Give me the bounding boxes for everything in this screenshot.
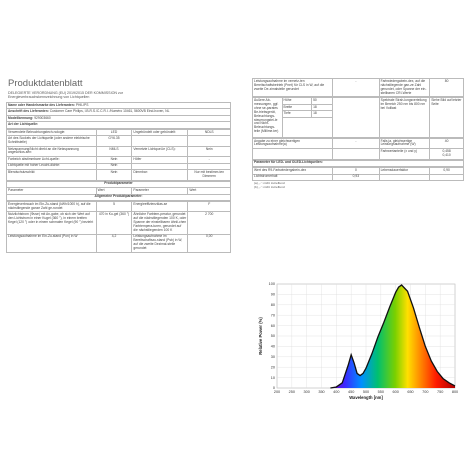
y-tick-label: 0: [272, 386, 275, 391]
light-source-cell: Vernetzte Lichtquel-le (CLS):: [132, 146, 188, 156]
dimensions-table: [252, 97, 464, 138]
y-tick-label: 80: [270, 303, 275, 307]
led-param-cell: [430, 174, 464, 181]
equivalent-cell: [333, 149, 379, 159]
light-source-cell: Dimmbar:: [132, 170, 188, 180]
x-tick-label: 550: [377, 390, 385, 394]
led-param-cell: Lichtstromerhalt: [253, 174, 333, 181]
spectral-chart: [255, 278, 460, 408]
general-parameters-table: [6, 201, 231, 253]
dimensions-filler: [282, 117, 333, 137]
general-param-cell: Leistungsaufnahme im Ein-Zu-stand (Pon) in W: [7, 234, 97, 252]
regulation-subtitle-1: DELEGIERTE VERORDNUNG (EU) 2019/2015 DER KOMMISSION zur: [8, 91, 123, 95]
y-tick-label: 50: [270, 334, 275, 339]
x-tick-label: 700: [422, 390, 429, 394]
standby-cell: Leistungsaufnahme im vernetz-ten Bereitschaftsbetrieb (Pnet) für CLS in W, auf die zweite De-zimalstelle gerundet: [253, 79, 333, 97]
regulation-subtitle-2: Energieverbrauchskennzeichnung von Lichtquellen: [8, 95, 90, 100]
led-parameters-header: Parameter für LED- und OLED-Lichtquellen:: [253, 160, 464, 167]
dim-width-value: 18: [312, 104, 333, 111]
y-tick-label: 30: [270, 355, 275, 359]
general-param-cell: 5: [96, 202, 132, 212]
y-tick-label: 70: [270, 313, 275, 318]
dimensions-spacer: [333, 98, 379, 138]
light-source-cell: Nein: [96, 163, 132, 170]
x-tick-label: 750: [436, 390, 444, 394]
equivalent-power-table: [252, 138, 464, 160]
light-source-cell: -: [188, 157, 231, 164]
general-param-cell: 4,2: [96, 234, 132, 252]
dim-depth-value: 18: [312, 111, 333, 118]
general-param-cell: Ähnliche Farbtem-peratur, gerundet auf die nächstliegenden 100 K, oder Spanne der einstellbaren ähnli-chen Farbtempera-turen, gerundet auf die nächstliegenden 100 K: [132, 212, 188, 234]
light-source-cell: Netzspannung/Nicht direkt an die Netzspannung angeschlos-sen:: [7, 146, 97, 156]
supplier-address-value: Customer Care Philips, I.B.R.S./C.C.R.I. /Numéro 10461, 5600VB Eind-hoven, NL: [49, 109, 170, 114]
footnote-b: (b) „-“: nicht zutreffend: [254, 185, 285, 190]
equivalent-cell: -: [333, 138, 379, 148]
standby-cell: Farbwiedergabein-dex, auf die nächstliegende gan-ze Zahl gerundet, oder Spanne der ein-stellbaren CRI-Werte: [379, 79, 430, 97]
standby-cell: -: [333, 79, 379, 97]
y-tick-label: 10: [270, 375, 275, 380]
col-parameter: Parameter: [7, 188, 97, 195]
equivalent-cell: 40: [430, 138, 464, 148]
general-param-cell: 470 in Ku-gel (360 °): [96, 212, 132, 234]
general-param-row: [7, 202, 231, 212]
light-source-cell: LED: [96, 129, 132, 136]
equivalent-cell: Farbwertanteile (x und y): [379, 149, 430, 159]
light-source-row: [7, 136, 231, 146]
general-param-row: [7, 234, 231, 252]
x-tick-label: 300: [303, 390, 310, 394]
supplier-name-label: Name oder Handelsmarke des Lieferanten:: [8, 102, 75, 107]
general-param-cell: 2 700: [188, 212, 231, 234]
general-param-cell: 0,00: [188, 234, 231, 252]
spectral-label: Spektrale Strah-lungsverteilung im Bereich 250 nm bis 800 nm bei Volllast: [379, 98, 430, 138]
equivalent-cell: [253, 149, 333, 159]
led-param-cell: 0,90: [430, 168, 464, 175]
general-param-cell: Leistungsaufnahme im Bereitschaftszu-stand (Psb) in W, auf die zweite Dezimal-stelle gerundet: [132, 234, 188, 252]
x-tick-label: 500: [362, 390, 370, 394]
led-header-table: [252, 160, 464, 168]
x-tick-label: 400: [333, 390, 340, 394]
light-source-cell: Nein: [188, 146, 231, 156]
general-param-cell: Energieverbrauch im Ein-Zu-stand (kWh/1000 h), auf die nächstliegende ganze Zahl ge-rundet: [7, 202, 97, 212]
led-param-cell: [379, 174, 430, 181]
light-source-cell: Ungebündelt oder gebündelt:: [132, 129, 188, 136]
datasheet-page-left: [6, 78, 231, 400]
light-source-cell: Farbeich abstimmbare Licht-quelle:: [7, 157, 97, 164]
led-param-row: [253, 174, 464, 181]
y-tick-label: 40: [270, 344, 275, 349]
x-tick-label: 200: [273, 390, 281, 394]
y-tick-label: 90: [270, 292, 275, 297]
dim-height-value: 50: [312, 98, 333, 105]
y-tick-label: 100: [268, 282, 275, 287]
product-parameters-header: Produktparameter: [7, 181, 231, 188]
dim-width-label: Breite: [282, 104, 312, 111]
spectral-value: Siehe Bild auf letzter Seite: [430, 98, 464, 138]
light-source-cell: [132, 136, 188, 146]
light-source-cell: GY6.35: [96, 136, 132, 146]
datasheet-page-right: [252, 78, 464, 268]
supplier-name-value: PHILIPS: [75, 102, 89, 107]
x-tick-label: 600: [392, 390, 399, 394]
led-param-cell: 0: [333, 168, 379, 175]
light-source-cell: Verwendete Beleuchtungstech-nologie:: [7, 129, 97, 136]
x-tick-label: 450: [347, 390, 355, 394]
model-label: Modellkennung:: [8, 115, 34, 120]
light-source-cell: Höfer: [132, 157, 188, 164]
dimensions-label: Äußere Ab-messungen, ggf. ohne se-parates Be-triebsgerät, Beleuchtungs-steuerungstei-le und Nicht-Beleuchtungs-teile (Millime-ter): [253, 98, 283, 138]
y-tick-label: 60: [270, 323, 275, 328]
led-param-cell: Lebensdauerfaktor: [379, 168, 430, 175]
led-param-cell: 0,93: [333, 174, 379, 181]
col-value: Wert: [96, 188, 132, 195]
equivalent-cell: Falls ja, gleichwertige Leistungsaufnahme (W): [379, 138, 430, 148]
x-tick-label: 350: [318, 390, 325, 394]
general-param-cell: Energieeffizienzklas-se: [132, 202, 188, 212]
y-axis-label: Relative Power (%): [258, 317, 263, 355]
light-source-table: [6, 129, 231, 181]
light-source-cell: Nein: [96, 170, 132, 180]
general-param-cell: Nutzlichtstrom (Φuse) mit An-gabe, ob sich der Wert auf den Lichtstrom in einer Kugel (360 °), in einem breiten Kegel (120 °) oder in einem schmalen Kegel (90 °) bezieht: [7, 212, 97, 234]
light-source-cell: Nein: [96, 157, 132, 164]
y-tick-label: 20: [270, 365, 275, 370]
light-source-cell: Art des Sockels der Lichtquelle (oder andere elektrische Schnittstelle): [7, 136, 97, 146]
equivalent-cell: 0,458 0,410: [430, 149, 464, 159]
led-parameters-table: [252, 167, 464, 181]
equivalent-cell: Angabe zu einer gleichwertigen Leistungsaufnahme(a): [253, 138, 333, 148]
col-value-2: Wert: [188, 188, 231, 195]
footnote-a: (a) „-“: nicht zutreffend: [254, 181, 285, 186]
col-parameter-2: Parameter: [132, 188, 188, 195]
light-source-type-label: Art der Lichtquelle:: [7, 122, 231, 129]
equivalent-row: [253, 149, 464, 159]
general-param-cell: F: [188, 202, 231, 212]
page-title: Produktdatenblatt: [8, 78, 83, 89]
x-tick-label: 650: [407, 390, 414, 394]
equivalent-row: [253, 138, 464, 148]
light-source-cell: Blendschutzschild:: [7, 170, 97, 180]
standby-cell: 80: [430, 79, 464, 97]
x-tick-label: 800: [451, 390, 459, 394]
light-source-cell: [188, 136, 231, 146]
spectral-chart-svg: [255, 278, 460, 408]
x-tick-label: 250: [288, 390, 296, 394]
model-value: 929003660: [34, 115, 51, 120]
light-source-row: [7, 146, 231, 156]
light-source-row: [7, 170, 231, 180]
general-parameters-header: Allgemeine Produktparameter:: [7, 194, 231, 201]
led-param-cell: Wert des R9-Farbwiedergabein-dex: [253, 168, 333, 175]
x-axis-label: Wavelength [nm]: [349, 395, 383, 400]
supplier-table: [6, 102, 231, 129]
dim-depth-label: Tiefe: [282, 111, 312, 118]
standby-table: [252, 78, 464, 97]
general-param-row: [7, 212, 231, 234]
light-source-cell: Nur mit bestimm-ten Dimmern: [188, 170, 231, 180]
dim-height-label: Höhe: [282, 98, 312, 105]
parameter-header-table: [6, 181, 231, 202]
light-source-cell: NMLS: [96, 146, 132, 156]
supplier-address-label: Anschrift des Lieferanten:: [8, 109, 49, 114]
light-source-cell: Lichtquelle mit hoher Leucht-dichte:: [7, 163, 97, 170]
light-source-cell: NDLS: [188, 129, 231, 136]
standby-row: [253, 79, 464, 97]
